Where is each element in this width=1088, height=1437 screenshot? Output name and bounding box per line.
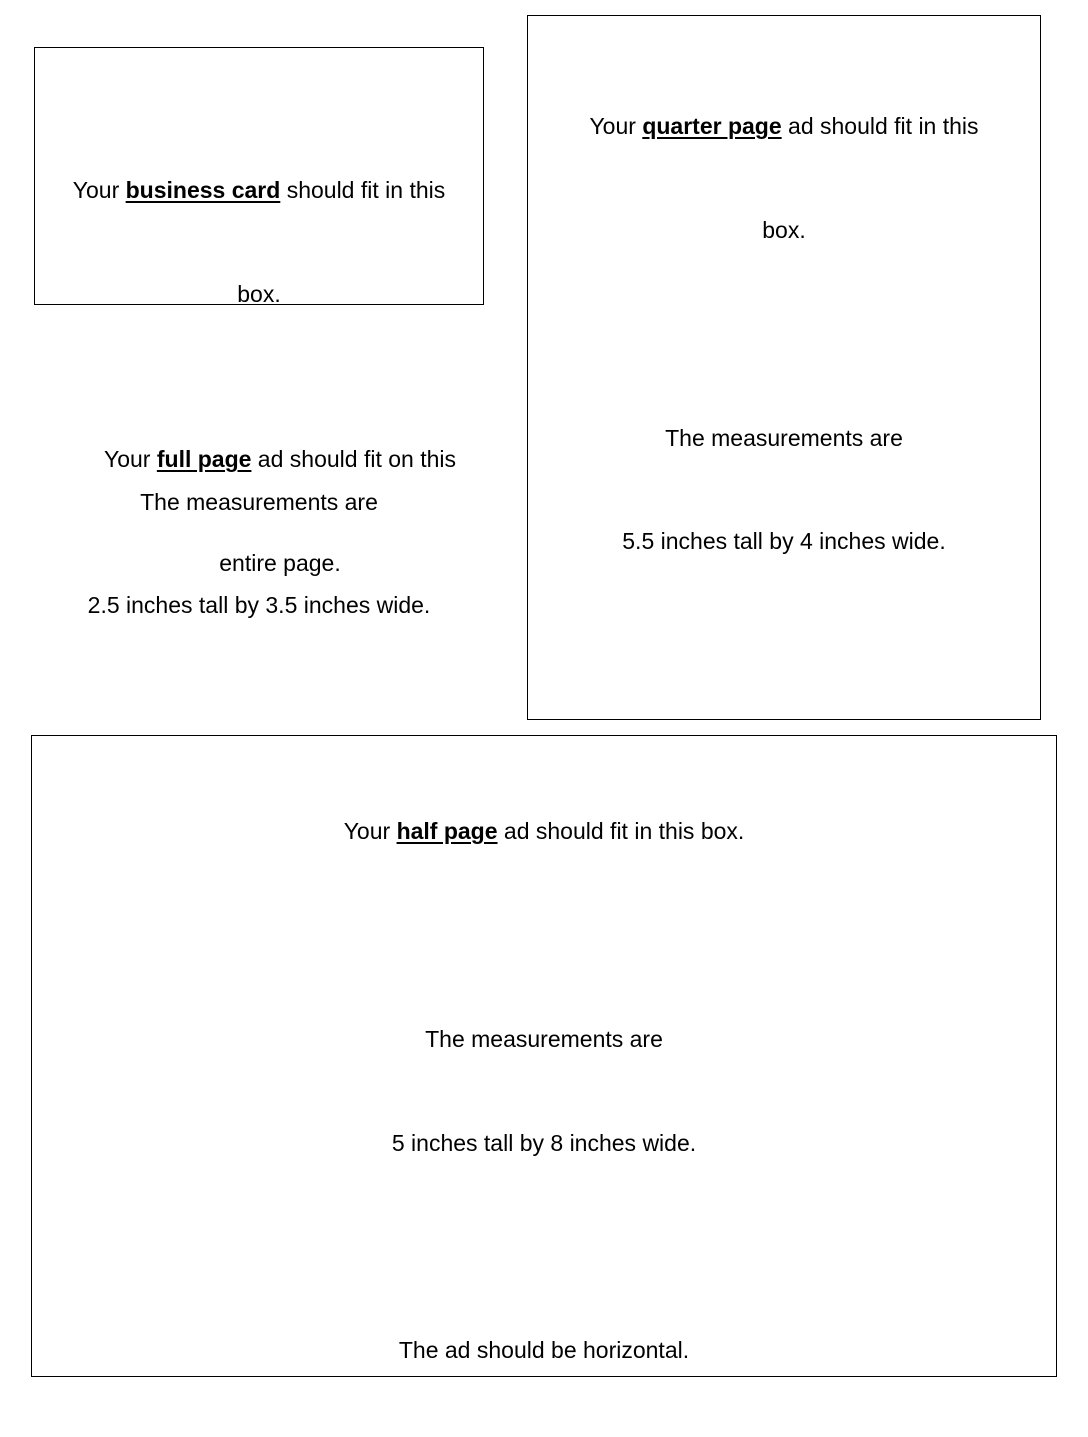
business-card-keyword: business card [125, 177, 281, 204]
half-page-instructions [32, 745, 1056, 1437]
quarter-page-instructions [528, 40, 1040, 836]
half-page-keyword: half page [396, 818, 498, 845]
spacer [32, 918, 1056, 953]
spacer [54, 650, 506, 685]
business-card-heading: Your business card should fit in this [72, 177, 446, 204]
half-page-box [31, 735, 1057, 1377]
full-page-heading: Your full page ad should fit on this [103, 446, 456, 473]
business-card-heading-cont: box. [237, 280, 281, 307]
quarter-page-keyword: quarter page [642, 113, 782, 140]
spacer [528, 317, 1040, 352]
spacer [528, 628, 1040, 663]
business-card-measure-value: 2.5 inches tall by 3.5 inches wide. [87, 592, 431, 619]
business-card-measure-intro: The measurements are [140, 488, 378, 515]
half-page-heading: Your half page ad should fit in this box. [343, 818, 745, 845]
quarter-page-box [527, 15, 1041, 720]
half-page-measure-intro: The measurements are [425, 1025, 663, 1052]
half-page-orientation: The ad should be horizontal. [398, 1337, 690, 1364]
quarter-page-heading: Your quarter page ad should fit in this [589, 113, 979, 140]
quarter-page-heading-cont: box. [762, 216, 806, 243]
full-page-heading-cont: entire page. [219, 549, 341, 576]
half-page-measure-value: 5 inches tall by 8 inches wide. [391, 1129, 697, 1156]
quarter-page-measure-value: 5.5 inches tall by 4 inches wide. [622, 528, 946, 555]
full-page-keyword: full page [156, 446, 252, 473]
quarter-page-measure-intro: The measurements are [665, 424, 903, 451]
spacer [32, 1229, 1056, 1264]
